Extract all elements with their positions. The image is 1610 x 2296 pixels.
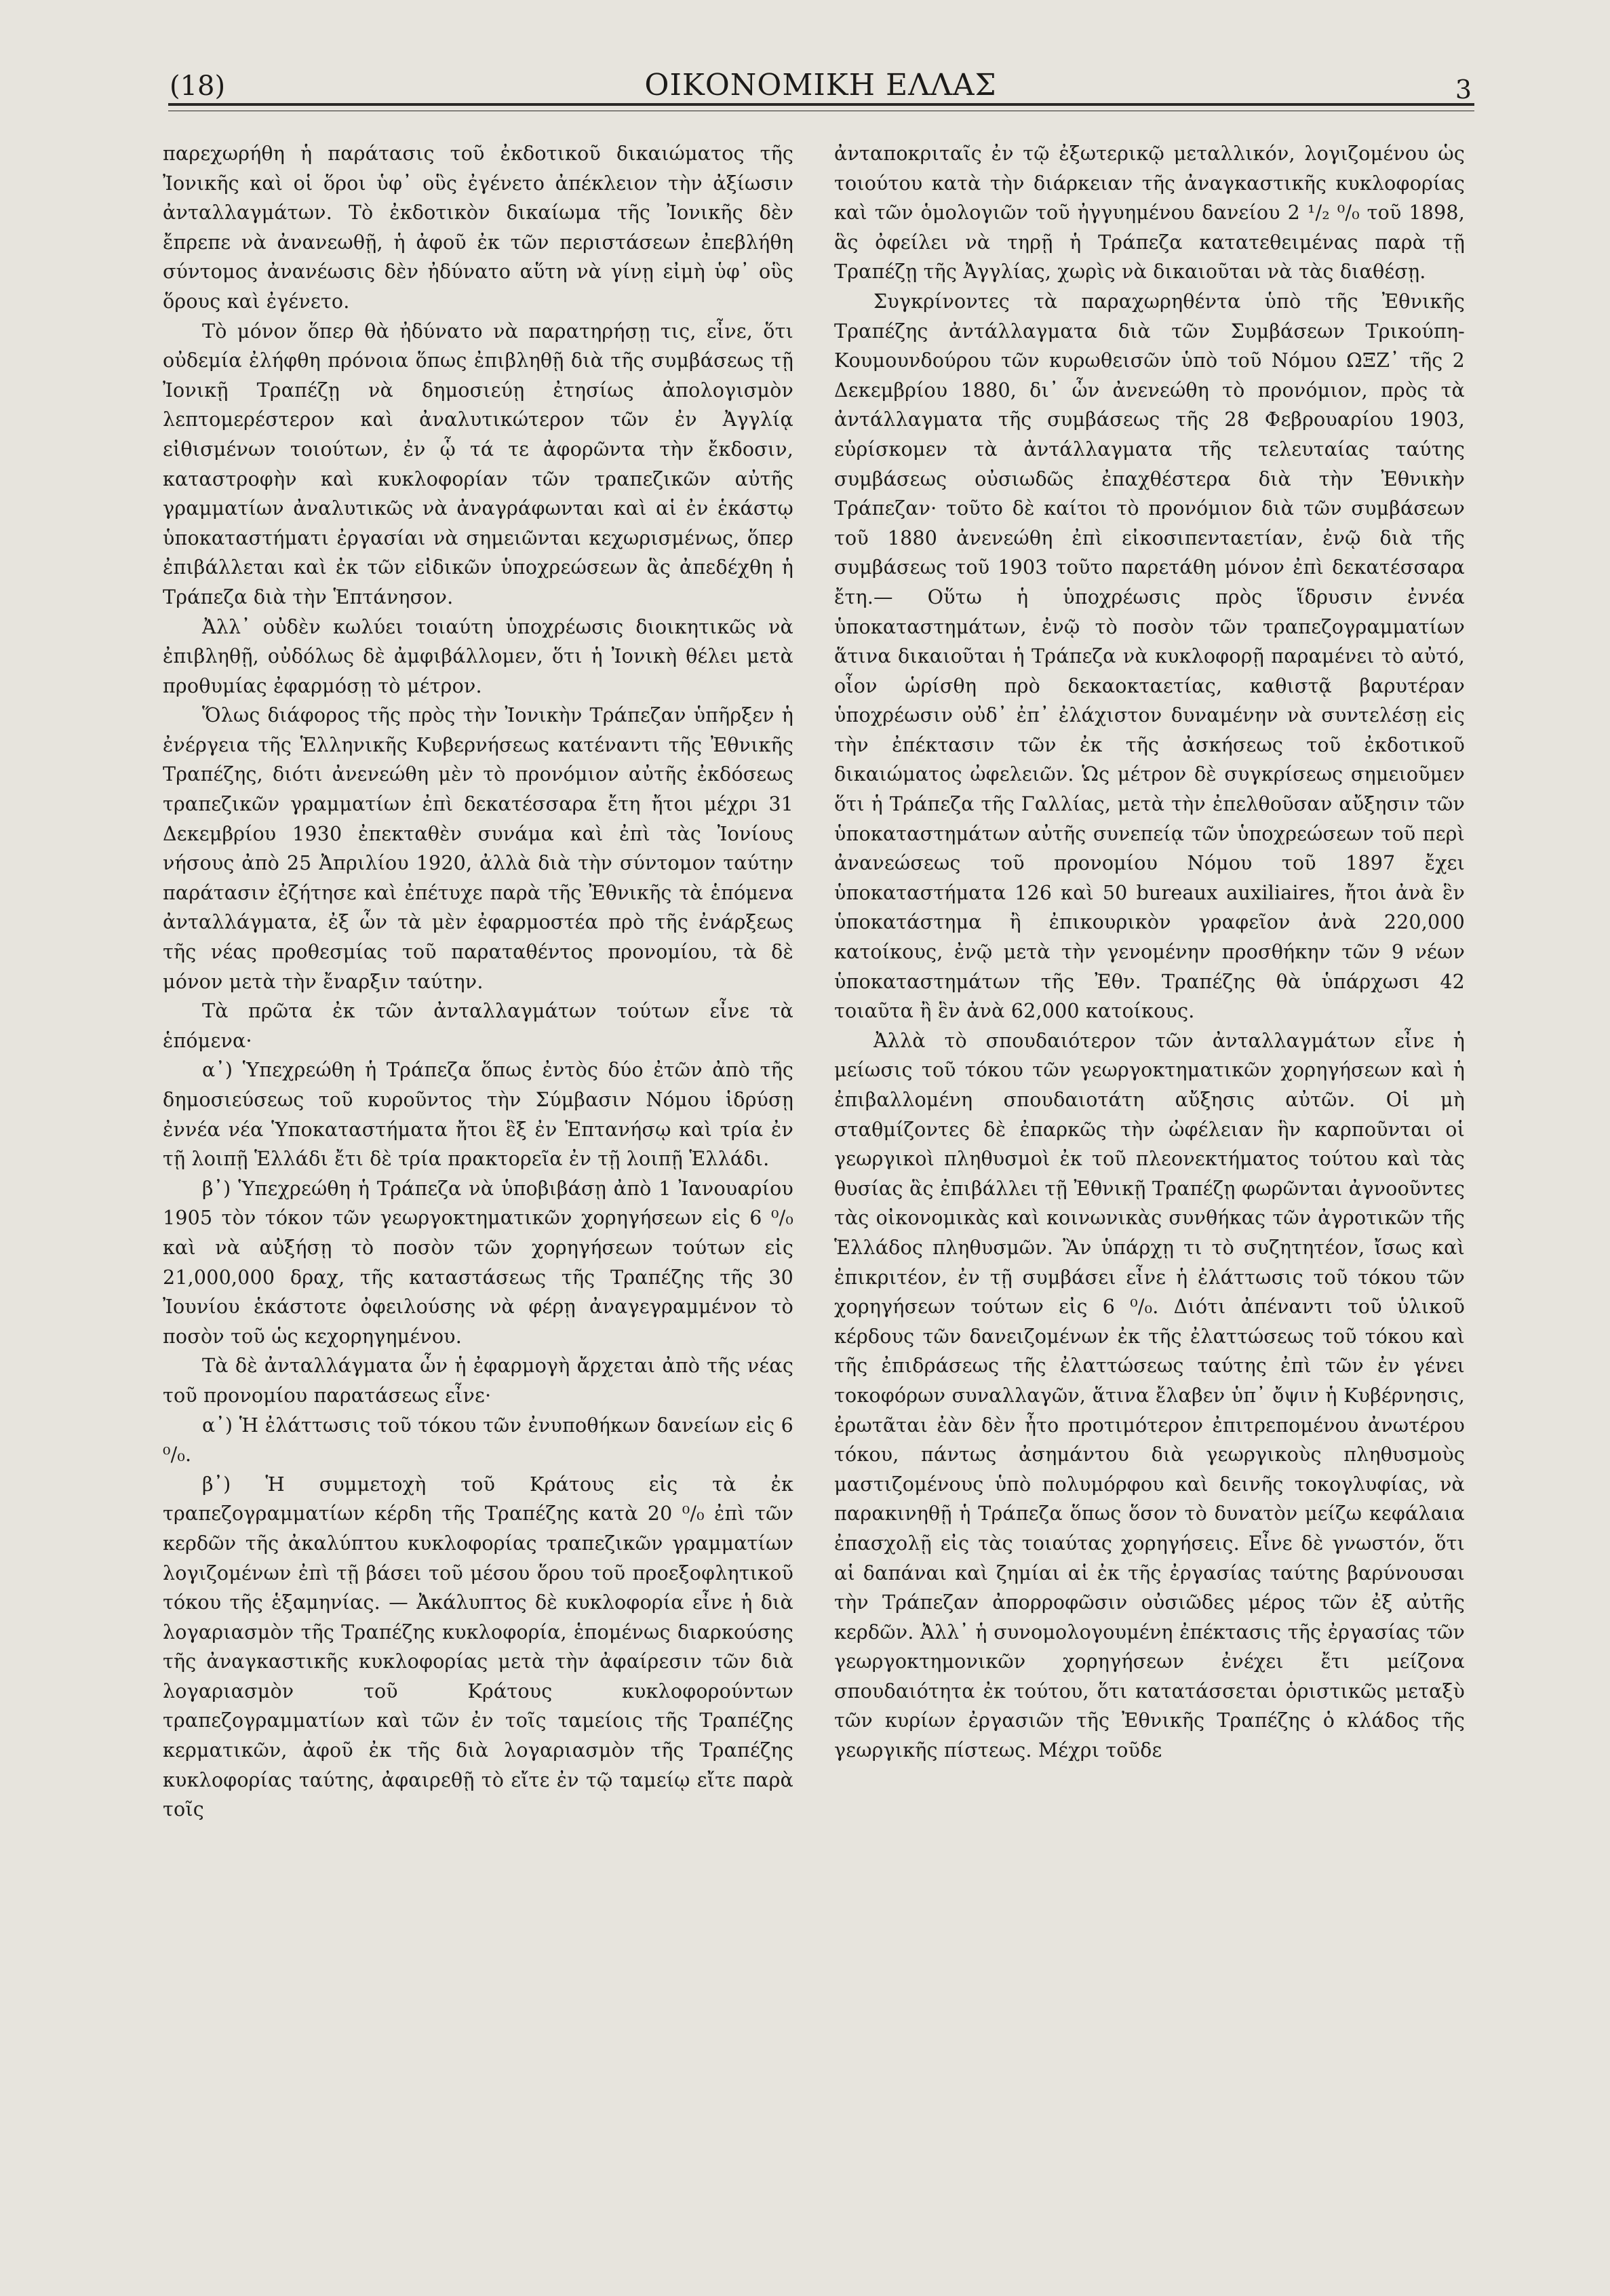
paragraph: Ἀλλ᾽ οὐδὲν κωλύει τοιαύτη ὑποχρέωσις διοικητικῶς νὰ ἐπιβληθῇ, οὐδόλως δὲ ἀμφιβάλλομεν, ὅτι ἡ Ἰονικὴ θέλει μετὰ προθυμίας ἐφαρμόσῃ τὸ μέτρον. [163, 615, 793, 697]
paragraph: Συγκρίνοντες τὰ παραχωρηθέντα ὑπὸ τῆς Ἐθνικῆς Τραπέζης ἀντάλλαγματα διὰ τῶν Συμβάσεων Τρικούπη-Κουμουνδούρου τῶν κυρωθεισῶν ὑπὸ τοῦ Νόμου ΩΞΖ᾽ τῆς 2 Δεκεμβρίου 1880, δι᾽ ὧν ἀνενεώθη τὸ προνόμιον, πρὸς τὰ ἀντάλλαγματα τῆς συμβάσεως τῆς 28 Φεβρουαρίου 1903, εὑρίσκομεν τὰ ἀντάλλαγματα τῆς τελευταίας ταύτης συμβάσεως οὐσιωδῶς ἐπαχθέστερα διὰ τὴν Ἐθνικὴν Τράπεζαν· τοῦτο δὲ καίτοι τὸ προνόμιον διὰ τῶν συμβάσεων τοῦ 1880 ἀνενεώθη ἐπὶ εἰκοσιπενταετίαν, ἐνῷ διὰ τῆς συμβάσεως τοῦ 1903 τοῦτο παρετάθη μόνον ἐπὶ δεκατέσσαρα ἔτη.— Οὕτω ἡ ὑποχρέωσις πρὸς ἵδρυσιν ἐννέα ὑποκαταστημάτων, ἐνῷ τὸ ποσὸν τῶν τραπεζογραμματίων ἅτινα δικαιοῦται ἡ Τράπεζα νὰ κυκλοφορῇ παραμένει τὸ αὐτό, οἷον ὡρίσθη πρὸ δεκαοκταετίας, καθιστᾷ βαρυτέραν ὑποχρέωσιν οὐδ᾽ ἐπ᾽ ἐλάχιστον δυναμένην νὰ συντελέσῃ εἰς τὴν ἐπέκτασιν τῶν ἐκ τῆς ἀσκήσεως τοῦ ἐκδοτικοῦ δικαιώματος ὠφελειῶν. Ὡς μέτρον δὲ συγκρίσεως σημειοῦμεν ὅτι ἡ Τράπεζα τῆς Γαλλίας, μετὰ τὴν ἐπελθοῦσαν αὔξησιν τῶν ὑποκαταστημάτων αὐτῆς συνεπείᾳ τῶν ὑποχρεώσεων τοῦ περὶ ἀνανεώσεως τοῦ προνομίου Νόμου τοῦ 1897 ἔχει ὑποκαταστήματα 126 καὶ 50 bureaux auxiliaires, ἤτοι ἀνὰ ἓν ὑποκατάστημα ἢ ἐπικουρικὸν γραφεῖον ἀνὰ 220,000 κατοίκους, ἐνῷ μετὰ τὴν γενομένην προσθήκην τῶν 9 νέων ὑποκαταστημάτων τῆς Ἐθν. Τραπέζης θὰ ὑπάρχωσι 42 τοιαῦτα ἢ ἓν ἀνὰ 62,000 κατοίκους. [834, 290, 1465, 1023]
paragraph: Τὸ μόνον ὅπερ θὰ ἠδύνατο νὰ παρατηρήσῃ τις, εἶνε, ὅτι οὐδεμία ἐλήφθη πρόνοια ὅπως ἐπιβληθῇ διὰ τῆς συμβάσεως τῇ Ἰονικῇ Τραπέζῃ νὰ δημοσιεύῃ ἐτησίως ἀπολογισμὸν λεπτομερέστερον καὶ ἀναλυτικώτερον τῶν ἐν Ἀγγλίᾳ εἰθισμένων τοιούτων, ἐν ᾧ τά τε ἀφορῶντα τὴν ἔκδοσιν, καταστροφὴν καὶ κυκλοφορίαν τῶν τραπεζικῶν αὐτῆς γραμματίων ἀναλυτικῶς νὰ ἀναγράφωνται καὶ αἱ ἐν ἑκάστῳ ὑποκαταστήματι ἐργασίαι νὰ σημειῶνται κεχωρισμένως, ὅπερ ἐπιβάλλεται καὶ ἐκ τῶν εἰδικῶν ὑποχρεώσεων ἃς ἀπεδέχθη ἡ Τράπεζα διὰ τὴν Ἑπτάνησον. [163, 319, 793, 608]
paragraph: ἀνταποκριταῖς ἐν τῷ ἐξωτερικῷ μεταλλικόν, λογιζομένου ὡς τοιούτου κατὰ τὴν διάρκειαν τῆς ἀναγκαστικῆς κυκλοφορίας καὶ τῶν ὁμολογιῶν τοῦ ἠγγυημένου δανείου 2 ¹/₂ ⁰/₀ τοῦ 1898, ἃς ὀφείλει νὰ τηρῇ ἡ Τράπεζα κατατεθειμένας παρὰ τῇ Τραπέζῃ τῆς Ἀγγλίας, χωρὶς νὰ δικαιοῦται νὰ τὰς διαθέσῃ. [834, 142, 1465, 284]
paragraph: α᾽) Ὑπεχρεώθη ἡ Τράπεζα ὅπως ἐντὸς δύο ἐτῶν ἀπὸ τῆς δημοσιεύσεως τοῦ κυροῦντος τὴν Σύμβασιν Νόμου ἱδρύσῃ ἐννέα νέα Ὑποκαταστήματα ἤτοι ἓξ ἐν Ἑπτανήσῳ καὶ τρία ἐν τῇ λοιπῇ Ἑλλάδι ἔτι δὲ τρία πρακτορεῖα ἐν τῇ λοιπῇ Ἑλλάδι. [163, 1059, 793, 1171]
right-column [834, 139, 1465, 1766]
left-column [163, 139, 793, 1825]
header-rule [168, 103, 1474, 106]
paragraph: παρεχωρήθη ἡ παράτασις τοῦ ἐκδοτικοῦ δικαιώματος τῆς Ἰονικῆς καὶ οἱ ὅροι ὑφ᾽ οὓς ἐγένετο ἀπέκλειον τὴν ἀξίωσιν ἀνταλλαγμάτων. Τὸ ἐκδοτικὸν δικαίωμα τῆς Ἰονικῆς δὲν ἔπρεπε νὰ ἀνανεωθῇ, ἡ ἀφοῦ ἐκ τῶν περιστάσεων ἐπεβλήθη σύντομος ἀνανέωσις δὲν ἠδύνατο αὕτη νὰ γίνῃ εἰμὴ ὑφ᾽ οὓς ὅρους καὶ ἐγένετο. [163, 142, 793, 313]
paragraph: β᾽) Ὑπεχρεώθη ἡ Τράπεζα νὰ ὑποβιβάσῃ ἀπὸ 1 Ἰανουαρίου 1905 τὸν τόκον τῶν γεωργοκτηματικῶν χορηγήσεων εἰς 6 ⁰/₀ καὶ νὰ αὐξήσῃ τὸ ποσὸν τῶν χορηγήσεων τούτων εἰς 21,000,000 δραχ, τῆς καταστάσεως τῆς Τραπέζης τῆς 30 Ἰουνίου ἑκάστοτε ὀφειλούσης νὰ φέρῃ ἀναγεγραμμένον τὸ ποσὸν τοῦ ὡς κεχορηγημένου. [163, 1177, 793, 1348]
paragraph: Ἀλλὰ τὸ σπουδαιότερον τῶν ἀνταλλαγμάτων εἶνε ἡ μείωσις τοῦ τόκου τῶν γεωργοκτηματικῶν χορηγήσεων καὶ ἡ ἐπιβαλλομένη σπουδαιοτάτη αὔξησις αὐτῶν. Οἱ μὴ σταθμίζοντες δὲ ἐπαρκῶς τὴν ὠφέλειαν ἣν καρποῦνται οἱ γεωργικοὶ πληθυσμοὶ ἐκ τοῦ πλεονεκτήματος τούτου καὶ τὰς θυσίας ἃς ἐπιβάλλει τῇ Ἐθνικῇ Τραπέζῃ φωρῶνται ἀγνοοῦντες τὰς οἰκονομικὰς καὶ κοινωνικὰς συνθήκας τῶν ἀγροτικῶν τῆς Ἑλλάδος πληθυσμῶν. Ἂν ὑπάρχῃ τι τὸ συζητητέον, ἴσως καὶ ἐπικριτέον, ἐν τῇ συμβάσει εἶνε ἡ ἐλάττωσις τοῦ τόκου τῶν χορηγήσεων τούτων εἰς 6 ⁰/₀. Διότι ἀπέναντι τοῦ ὑλικοῦ κέρδους τῶν δανειζομένων ἐκ τῆς ἐλαττώσεως τοῦ τόκου καὶ τῆς ἐπιδράσεως τῆς ἐλαττώσεως ταύτης ἐπὶ τῶν ἐν γένει τοκοφόρων συναλλαγῶν, ἅτινα ἔλαβεν ὑπ᾽ ὄψιν ἡ Κυβέρνησις, ἐρωτᾶται ἐὰν δὲν ἦτο προτιμότερον ἐπιτρεπομένου ἀνωτέρου τόκου, πάντως ἀσημάντου διὰ γεωργικοὺς πληθυσμοὺς μαστιζομένους ὑπὸ πολυμόρφου καὶ δεινῆς τοκογλυφίας, νὰ παρακινηθῇ ἡ Τράπεζα ὅπως ὅσον τὸ δυνατὸν μείζω κεφάλαια ἐπασχολῇ εἰς τὰς τοιαύτας χορηγήσεις. Εἶνε δὲ γνωστόν, ὅτι αἱ δαπάναι καὶ ζημίαι αἱ ἐκ τῆς ἐργασίας ταύτης βαρύνουσαι τὴν Τράπεζαν ἀπορροφῶσιν οὐσιῶδες μέρος τῶν ἐξ αὐτῆς κερδῶν. Ἀλλ᾽ ἡ συνομολογουμένη ἐπέκτασις τῆς ἐργασίας τῶν γεωργοκτημονικῶν χορηγήσεων ἐνέχει ἔτι μείζονα σπουδαιότητα ἐκ τούτου, ὅτι κατατάσσεται ὁριστικῶς μεταξὺ τῶν κυρίων ἐργασιῶν τῆς Ἐθνικῆς Τραπέζης ὁ κλάδος τῆς γεωργικῆς πίστεως. Μέχρι τοῦδε [834, 1029, 1465, 1762]
page-number-label: (18) [170, 71, 226, 102]
paragraph: β᾽) Ἡ συμμετοχὴ τοῦ Κράτους εἰς τὰ ἐκ τραπεζογραμματίων κέρδη τῆς Τραπέζης κατὰ 20 ⁰/₀ ἐπὶ τῶν κερδῶν τῆς ἀκαλύπτου κυκλοφορίας τραπεζικῶν γραμματίων λογιζομένων ἐπὶ τῇ βάσει τοῦ μέσου ὅρου τοῦ προεξοφλητικοῦ τόκου τῆς ἑξαμηνίας. — Ἀκάλυπτος δὲ κυκλοφορία εἶνε ἡ διὰ λογαριασμὸν τῆς Τραπέζης κυκλοφορία, ἑπομένως διαρκούσης τῆς ἀναγκαστικῆς κυκλοφορίας μετὰ τὴν ἀφαίρεσιν τῶν διὰ λογαριασμὸν τοῦ Κράτους κυκλοφορούντων τραπεζογραμματίων καὶ τῶν ἐν τοῖς ταμείοις τῆς Τραπέζης κερματικῶν, ἀφοῦ ἐκ τῆς διὰ λογαριασμὸν τῆς Τραπέζης κυκλοφορίας ταύτης, ἀφαιρεθῇ τὸ εἴτε ἐν τῷ ταμείῳ εἴτε παρὰ τοῖς [163, 1473, 793, 1821]
page-header [170, 68, 1472, 115]
paragraph: Τὰ πρῶτα ἐκ τῶν ἀνταλλαγμάτων τούτων εἶνε τὰ ἑπόμενα· [163, 1000, 793, 1052]
paragraph: α᾽) Ἡ ἐλάττωσις τοῦ τόκου τῶν ἐνυποθήκων δανείων εἰς 6 ⁰/₀. [163, 1414, 793, 1466]
journal-title: ΟΙΚΟΝΟΜΙΚΗ ΕΛΛΑΣ [644, 68, 997, 102]
issue-number: 3 [1455, 75, 1472, 104]
paragraph: Τὰ δὲ ἀνταλλάγματα ὧν ἡ ἐφαρμογὴ ἄρχεται ἀπὸ τῆς νέας τοῦ προνομίου παρατάσεως εἶνε· [163, 1355, 793, 1407]
paragraph: Ὅλως διάφορος τῆς πρὸς τὴν Ἰονικὴν Τράπεζαν ὑπῆρξεν ἡ ἐνέργεια τῆς Ἑλληνικῆς Κυβερνήσεως κατέναντι τῆς Ἐθνικῆς Τραπέζης, διότι ἀνενεώθη μὲν τὸ προνόμιον αὐτῆς ἐκδόσεως τραπεζικῶν γραμματίων ἐπὶ δεκατέσσαρα ἔτη ἤτοι μέχρι 31 Δεκεμβρίου 1930 ἐπεκταθὲν συνάμα καὶ ἐπὶ τὰς Ἰονίους νήσους ἀπὸ 25 Ἀπριλίου 1920, ἀλλὰ διὰ τὴν σύντομον ταύτην παράτασιν ἐζήτησε καὶ ἐπέτυχε παρὰ τῆς Ἐθνικῆς τὰ ἑπόμενα ἀνταλλάγματα, ἐξ ὧν τὰ μὲν ἐφαρμοστέα πρὸ τῆς ἐνάρξεως τῆς νέας προθεσμίας τοῦ παραταθέντος προνομίου, τὰ δὲ μόνον μετὰ τὴν ἔναρξιν ταύτην. [163, 704, 793, 993]
